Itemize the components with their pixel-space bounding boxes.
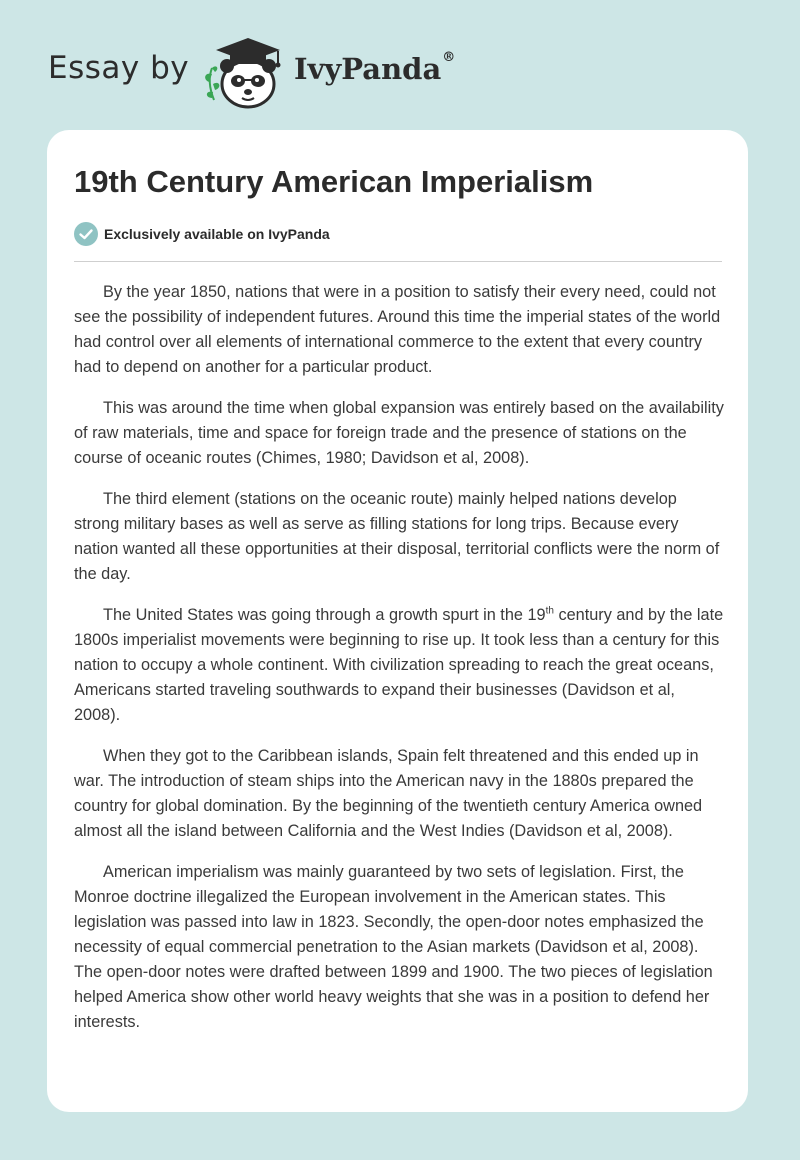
essay-by-label: Essay by [48,50,190,86]
exclusive-badge-label: Exclusively available on IvyPanda [104,226,330,242]
exclusive-badge [74,222,330,246]
essay-card [47,130,748,1112]
ordinal-suffix: th [545,605,554,617]
page-title: 19th Century American Imperialism [74,164,594,199]
paragraph: The United States was going through a growth spurt in the 19th century and by the late 1800s imperialist movements were beginning to rise up. It took less than a century for this nation to occupy a whole continent. With civilization spreading to reach the great oceans, Americans started traveling southwards to expand their businesses (Davidson et al, 2008). [74,605,724,724]
paragraph: When they got to the Caribbean islands, Spain felt threatened and this ended up in war. The introduction of steam ships into the American navy in the 1880s prepared the country for global domination. By the beginning of the twentieth century America owned almost all the island between California and the West Indies (Davidson et al, 2008). [74,747,703,840]
check-circle-icon [74,222,98,246]
divider [74,261,722,262]
paragraph: This was around the time when global expansion was entirely based on the availability of raw materials, time and space for foreign trade and the presence of stations on the course of oceanic routes (Chimes, 1980; Davidson et al, 2008). [74,399,724,467]
panda-graduation-cap-logo-icon[interactable] [200,34,292,110]
paragraph: American imperialism was mainly guaranteed by two sets of legislation. First, the Monroe doctrine illegalized the European involvement in the American states. This legislation was passed into law in 1823. Secondly, the open-door notes emphasized the necessity of equal commercial penetration to the Asian markets (Davidson et al, 2008). The open-door notes were drafted between 1899 and 1900. The two pieces of legislation helped America show other world heavy weights that she was in a position to defend her interests. [74,863,713,1031]
paragraph: The third element (stations on the oceanic route) mainly helped nations develop strong military bases as well as serve as filling stations for long trips. Because every nation wanted all these opportunities at their disposal, territorial conflicts were the norm of the day. [74,490,720,583]
paragraph: By the year 1850, nations that were in a position to satisfy their every need, could not see the possibility of independent futures. Around this time the imperial states of the world had control over all elements of international commerce to the extent that every country had to depend on another for a particular product. [74,283,721,376]
essay-body [74,280,724,1051]
trademark-symbol: ® [442,50,456,65]
leaf-icon [205,66,219,100]
brand-name[interactable]: IvyPanda® [294,50,456,86]
site-header [0,0,800,130]
